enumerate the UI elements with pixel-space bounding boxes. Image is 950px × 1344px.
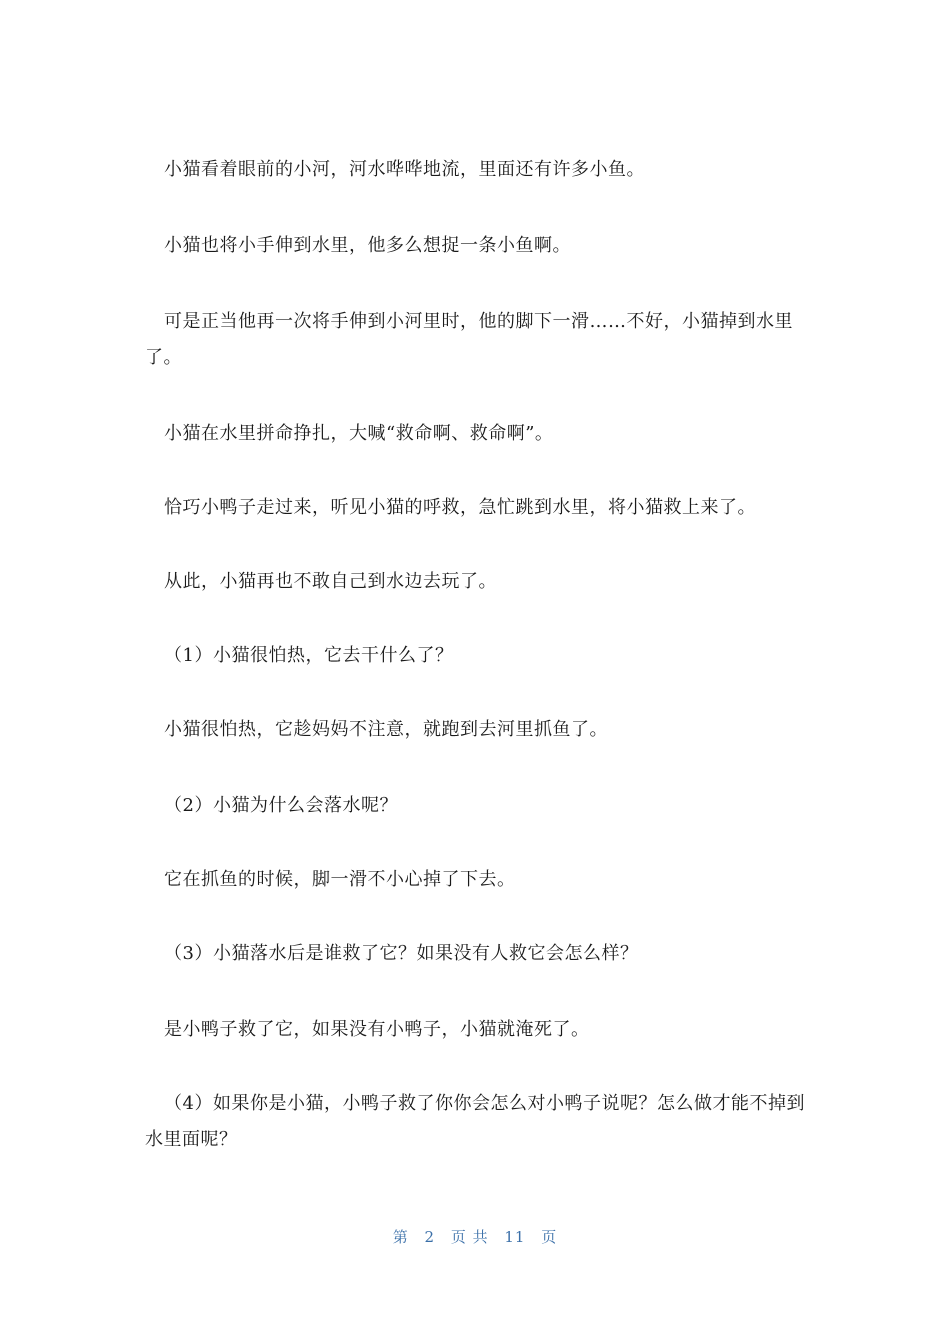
footer-suffix: 页: [541, 1228, 558, 1246]
answer-3: 是小鸭子救了它，如果没有小鸭子，小猫就淹死了。: [164, 1019, 590, 1040]
current-page-number: 2: [424, 1228, 436, 1246]
question-3: （3）小猫落水后是谁救了它？如果没有人救它会怎么样？: [164, 943, 639, 964]
footer-prefix: 第: [392, 1228, 409, 1246]
page-footer: [0, 1226, 950, 1247]
question-2: （2）小猫为什么会落水呢？: [164, 795, 398, 816]
answer-2: 它在抓鱼的时候，脚一滑不小心掉了下去。: [164, 869, 516, 890]
paragraph-6: 从此，小猫再也不敢自己到水边去玩了。: [164, 571, 497, 592]
paragraph-3: 可是正当他再一次将手伸到小河里时，他的脚下一滑……不好，小猫掉到水里了。: [145, 311, 793, 368]
question-4: （4）如果你是小猫，小鸭子救了你你会怎么对小鸭子说呢？怎么做才能不掉到水里面呢？: [145, 1093, 805, 1150]
paragraph-5: 恰巧小鸭子走过来，听见小猫的呼救，急忙跳到水里，将小猫救上来了。: [164, 497, 756, 518]
question-1: （1）小猫很怕热，它去干什么了？: [164, 645, 454, 666]
answer-1: 小猫很怕热，它趁妈妈不注意，就跑到去河里抓鱼了。: [164, 719, 608, 740]
footer-middle: 页 共: [450, 1228, 489, 1246]
total-page-count: 11: [504, 1228, 526, 1246]
paragraph-2: 小猫也将小手伸到水里，他多么想捉一条小鱼啊。: [164, 235, 571, 256]
paragraph-4: 小猫在水里拼命挣扎，大喊“救命啊、救命啊”。: [164, 423, 554, 444]
paragraph-1: 小猫看着眼前的小河，河水哗哗地流，里面还有许多小鱼。: [164, 159, 645, 180]
